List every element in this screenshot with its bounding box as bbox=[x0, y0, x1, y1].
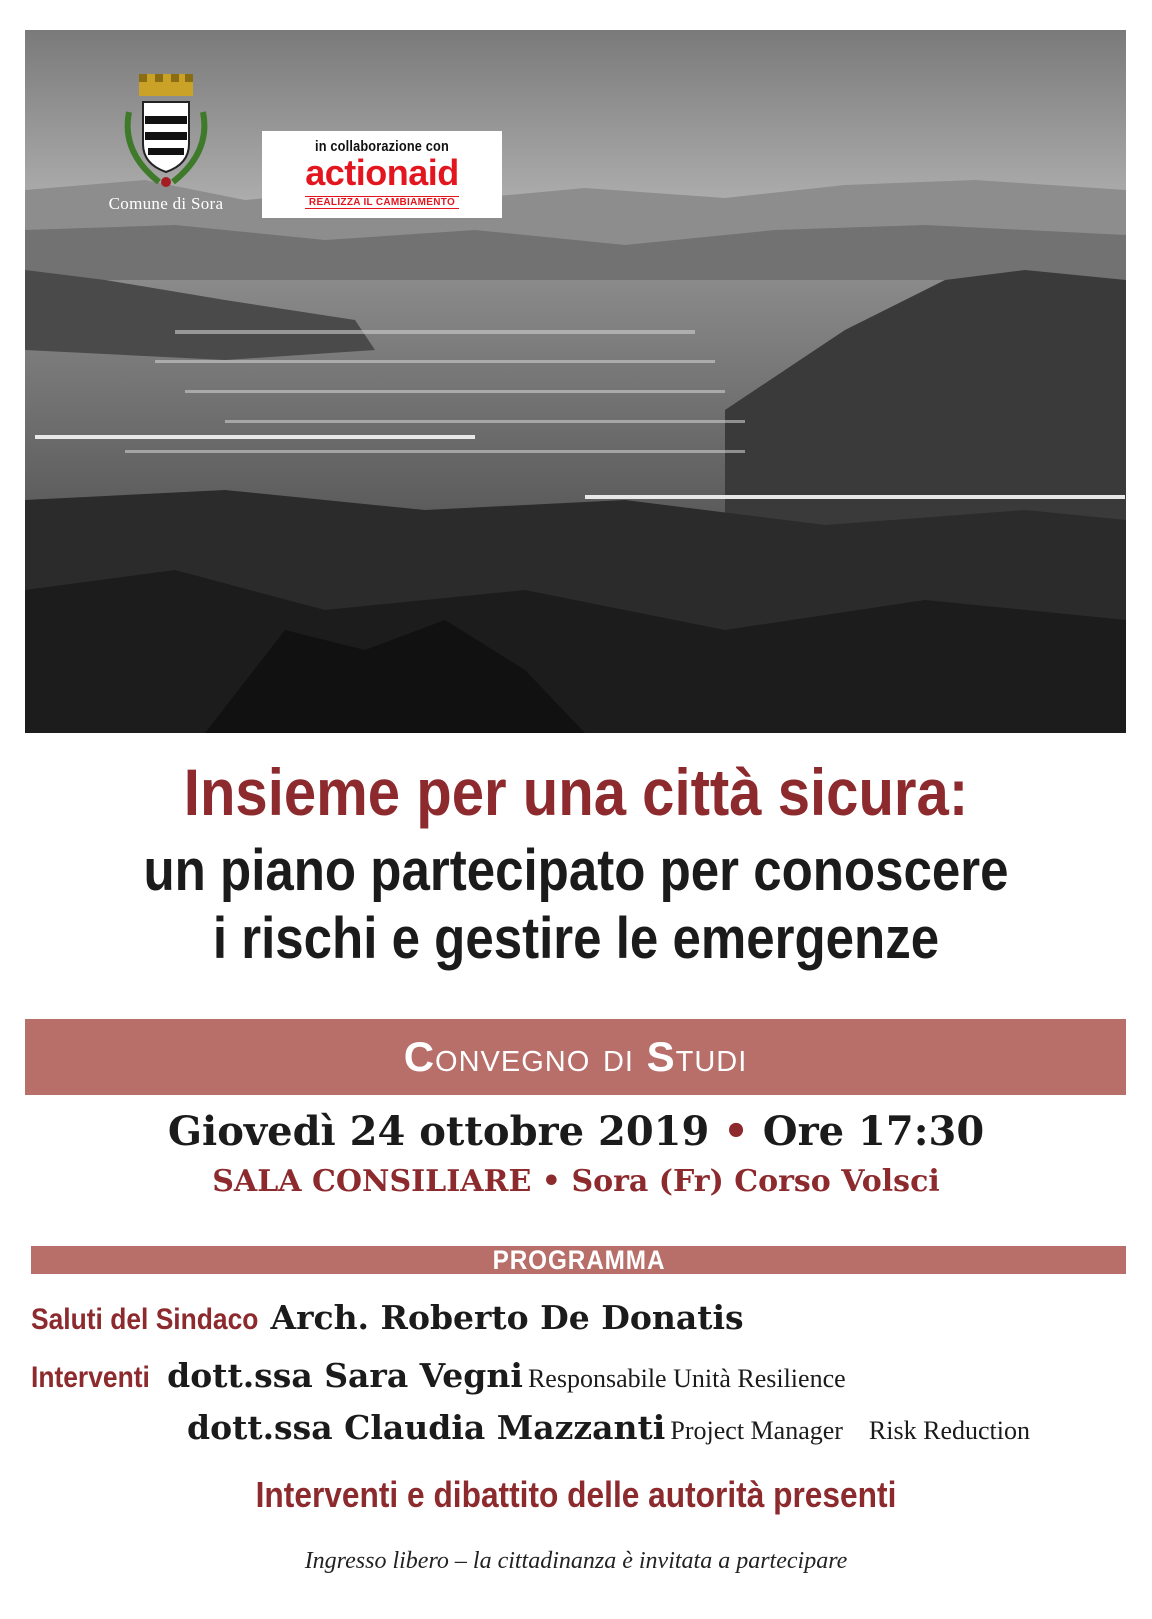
event-venue bbox=[0, 1164, 1152, 1199]
event-type-band bbox=[25, 1019, 1126, 1095]
date-separator: • bbox=[723, 1108, 749, 1155]
speaker-name: dott.ssa Sara Vegni bbox=[167, 1356, 523, 1395]
saluti-row bbox=[31, 1298, 744, 1337]
comune-name: Comune di Sora bbox=[108, 194, 224, 213]
event-time: Ore 17:30 bbox=[762, 1108, 985, 1155]
footer-note: Ingresso libero – la cittadinanza è invitata a partecipare bbox=[304, 1548, 848, 1574]
closing-note: Interventi e dibattito delle autorità presenti bbox=[255, 1474, 897, 1515]
actionaid-tagline: REALIZZA IL CAMBIAMENTO bbox=[305, 196, 459, 209]
actionaid-wordmark: actionaid bbox=[305, 152, 459, 193]
actionaid-logo bbox=[262, 131, 502, 218]
saluti-label: Saluti del Sindaco bbox=[31, 1303, 259, 1336]
venue-name: SALA CONSILIARE bbox=[212, 1164, 532, 1199]
programma-band bbox=[31, 1246, 1126, 1274]
speaker-role: Project Manager Risk Reduction bbox=[670, 1416, 1030, 1445]
speaker-role: Responsabile Unità Resilience bbox=[527, 1364, 846, 1393]
speaker-name: dott.ssa Claudia Mazzanti bbox=[187, 1408, 666, 1447]
crest-icon bbox=[121, 72, 211, 190]
programma-heading: PROGRAMMA bbox=[492, 1245, 665, 1275]
speaker-row bbox=[31, 1356, 846, 1395]
speaker-row bbox=[187, 1408, 1030, 1447]
event-type: Convegno di Studi bbox=[403, 1033, 748, 1080]
collaboration-text: in collaborazione con bbox=[315, 138, 449, 155]
comune-logo bbox=[86, 72, 246, 214]
venue-separator: • bbox=[541, 1164, 561, 1199]
event-date: Giovedì 24 ottobre 2019 bbox=[167, 1108, 710, 1155]
saluti-name: Arch. Roberto De Donatis bbox=[270, 1298, 744, 1337]
venue-place: Sora (Fr) Corso Volsci bbox=[571, 1164, 940, 1199]
headline-line-3: i rischi e gestire le emergenze bbox=[212, 906, 940, 971]
interventi-label: Interventi bbox=[31, 1361, 150, 1394]
headline-line-1: Insieme per una città sicura: bbox=[183, 755, 969, 829]
event-date-time bbox=[0, 1108, 1152, 1155]
headline-line-2: un piano partecipato per conoscere bbox=[143, 838, 1009, 903]
